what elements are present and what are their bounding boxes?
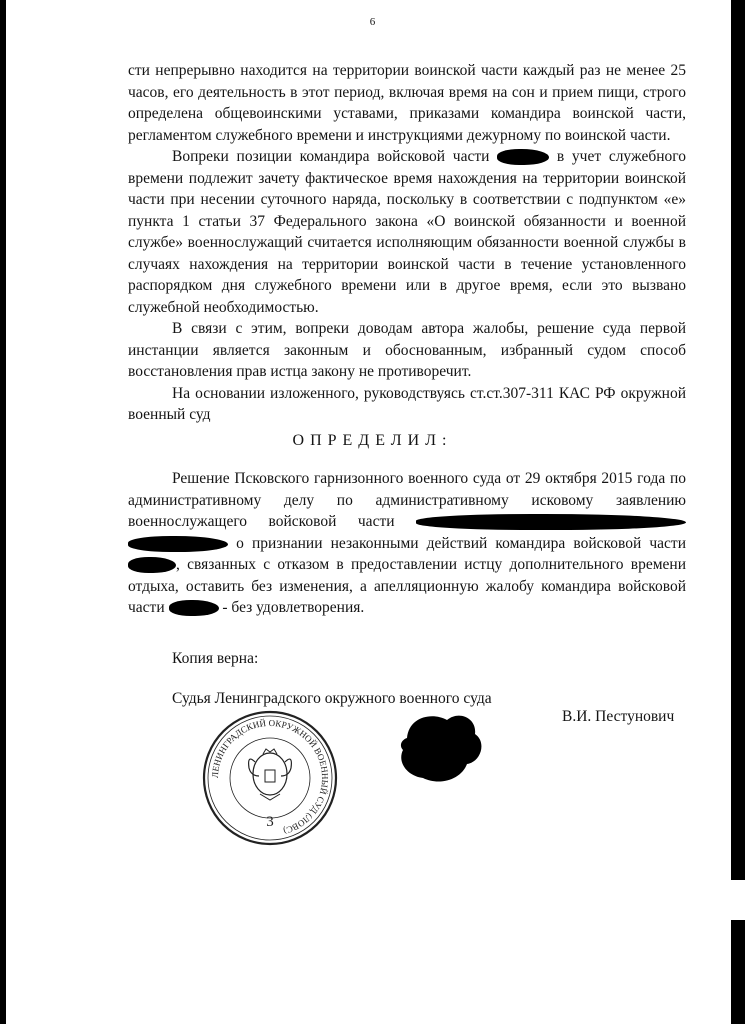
double-headed-eagle-icon bbox=[249, 749, 292, 800]
redaction-mark bbox=[128, 536, 228, 552]
paragraph-service-time-rest: в учет служебного времени подлежит зачету фактическое время нахождения на территории воинской части при несении суточного наряда, поскольку в соответствии с подпунктом «е» пункта 1 статьи 37 Федерального закона «О воинской обязанности и военной службе» военнослужащий считается исполняющим обязанности военной службы в случаях нахождения на территории воинской части в течение установленного распорядком дня служебного времени или в другое время, если это вызвано служебной необходимостью. bbox=[128, 148, 687, 316]
scan-edge-gap bbox=[731, 880, 745, 920]
redaction-mark bbox=[169, 600, 219, 616]
ruling-part-4: - без удовлетворения. bbox=[222, 599, 365, 616]
paragraph-service-time bbox=[128, 146, 686, 318]
redaction-mark bbox=[416, 514, 686, 530]
scan-edge-right bbox=[731, 0, 745, 1024]
redaction-mark bbox=[497, 149, 549, 165]
signature-redaction-mark bbox=[395, 708, 487, 788]
scan-edge-left bbox=[0, 0, 6, 1024]
court-seal-stamp bbox=[200, 708, 340, 848]
ruling-part-2: о признании незаконными действий командира войсковой части bbox=[236, 534, 686, 552]
ruling-part-1: Решение Псковского гарнизонного военного суда от 29 октября 2015 года по административному делу по административному исковому заявлению военнослужащего войсковой части bbox=[128, 470, 686, 530]
seal-ring-text: ЛЕНИНГРАДСКИЙ ОКРУЖНОЙ ВОЕННЫЙ СУД (ЛОВС) bbox=[209, 717, 331, 837]
paragraph-legal-basis: На основании изложенного, руководствуясь ст.ст.307-311 КАС РФ окружной военный суд bbox=[128, 384, 686, 423]
ruling-part-3: , связанных с отказом в предоставлении истцу дополнительного времени отдыха, оставить без изменения, а апелляционную жалобу командира войсковой части bbox=[128, 556, 686, 616]
copy-certified-label: Копия верна: bbox=[172, 650, 259, 667]
ruling-text bbox=[128, 468, 686, 619]
ruling-heading: ОПРЕДЕЛИЛ: bbox=[292, 432, 453, 449]
paragraph-conclusion: В связи с этим, вопреки доводам автора жалобы, решение суда первой инстанции является законным и обоснованным, избранный судом способ восстановления прав истца закону не противоречит. bbox=[128, 320, 686, 380]
redaction-mark bbox=[128, 557, 176, 573]
page-number: 6 bbox=[369, 16, 376, 28]
body-text bbox=[128, 60, 686, 426]
paragraph-service-time-start: Вопреки позиции командира войсковой части bbox=[172, 148, 490, 165]
judge-title: Судья Ленинградского окружного военного суда bbox=[172, 690, 492, 707]
ruling-paragraph bbox=[128, 468, 686, 619]
judge-name: В.И. Пестунович bbox=[562, 708, 675, 725]
seal-number: 3 bbox=[266, 814, 274, 830]
paragraph-continuation: сти непрерывно находится на территории воинской части каждый раз не менее 25 часов, его деятельность в этот период, включая время на сон и прием пищи, строго определена общевоинскими уставами, приказами командира воинской части, регламентом служебного времени и инструкциями дежурному по воинской части. bbox=[128, 62, 686, 144]
